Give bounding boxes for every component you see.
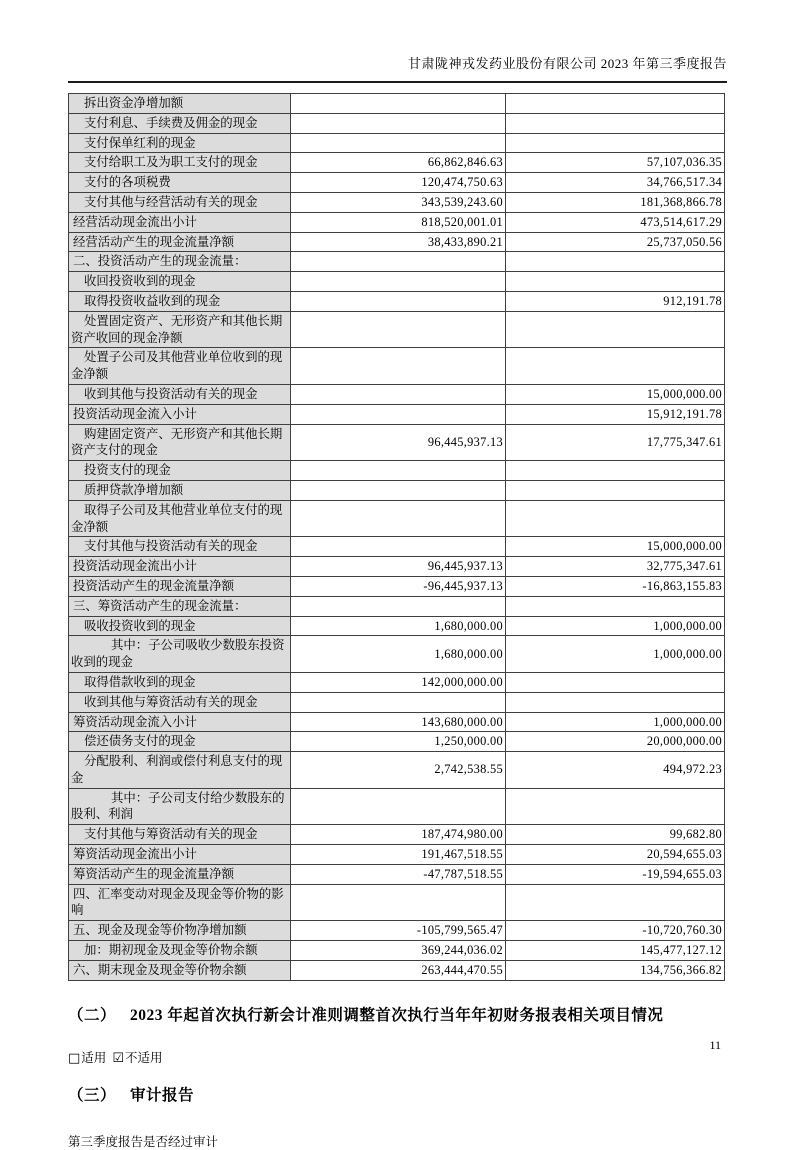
table-row: [69, 348, 725, 385]
table-row: [69, 672, 725, 692]
prior-period-amount-cell: 20,594,655.03: [506, 845, 725, 865]
table-row: [69, 192, 725, 212]
table-row: [69, 311, 725, 348]
section-3-title: 审计报告: [130, 1086, 195, 1104]
applicable-label: 适用: [81, 1050, 107, 1065]
row-label-cell: 质押贷款净增加额: [69, 480, 291, 500]
checkbox-checked-icon: ☑: [112, 1050, 124, 1066]
prior-period-amount-cell: -16,863,155.83: [506, 576, 725, 596]
prior-period-amount-cell: 1,000,000.00: [506, 636, 725, 673]
current-period-amount-cell: [291, 461, 506, 481]
current-period-amount-cell: [291, 252, 506, 272]
table-row: [69, 113, 725, 133]
row-label-cell: 支付保单红利的现金: [69, 133, 291, 153]
prior-period-amount-cell: 494,972.23: [506, 752, 725, 789]
checkbox-unchecked-icon: □: [68, 1050, 81, 1066]
row-label-cell: 其中：子公司支付给少数股东的股利、利润: [69, 788, 291, 825]
current-period-amount-cell: [291, 404, 506, 424]
cash-flow-table-body: [69, 94, 725, 981]
current-period-amount-cell: [291, 692, 506, 712]
current-period-amount-cell: -47,787,518.55: [291, 864, 506, 884]
current-period-amount-cell: 1,250,000.00: [291, 732, 506, 752]
table-row: [69, 557, 725, 577]
current-period-amount-cell: [291, 113, 506, 133]
table-row: [69, 537, 725, 557]
prior-period-amount-cell: [506, 272, 725, 292]
current-period-amount-cell: 369,244,036.02: [291, 941, 506, 961]
current-period-amount-cell: 263,444,470.55: [291, 960, 506, 980]
table-row: [69, 596, 725, 616]
current-period-amount-cell: [291, 500, 506, 537]
row-label-cell: 五、现金及现金等价物净增加额: [69, 921, 291, 941]
prior-period-amount-cell: [506, 596, 725, 616]
table-row: [69, 864, 725, 884]
row-label-cell: 筹资活动产生的现金流量净额: [69, 864, 291, 884]
prior-period-amount-cell: [506, 461, 725, 481]
prior-period-amount-cell: [506, 113, 725, 133]
table-row: [69, 272, 725, 292]
row-label-cell: 收到其他与筹资活动有关的现金: [69, 692, 291, 712]
prior-period-amount-cell: 99,682.80: [506, 825, 725, 845]
current-period-amount-cell: [291, 537, 506, 557]
prior-period-amount-cell: 912,191.78: [506, 291, 725, 311]
row-label-cell: 经营活动产生的现金流量净额: [69, 232, 291, 252]
current-period-amount-cell: [291, 291, 506, 311]
row-label-cell: 加：期初现金及现金等价物余额: [69, 941, 291, 961]
current-period-amount-cell: 187,474,980.00: [291, 825, 506, 845]
current-period-amount-cell: [291, 348, 506, 385]
prior-period-amount-cell: 57,107,036.35: [506, 153, 725, 173]
prior-period-amount-cell: [506, 884, 725, 921]
row-label-cell: 偿还债务支付的现金: [69, 732, 291, 752]
row-label-cell: 四、汇率变动对现金及现金等价物的影响: [69, 884, 291, 921]
table-row: [69, 636, 725, 673]
row-label-cell: 投资活动现金流出小计: [69, 557, 291, 577]
table-row: [69, 576, 725, 596]
section-heading-3: [68, 1086, 727, 1106]
prior-period-amount-cell: [506, 252, 725, 272]
row-label-cell: 投资活动现金流入小计: [69, 404, 291, 424]
table-row: [69, 884, 725, 921]
row-label-cell: 投资支付的现金: [69, 461, 291, 481]
current-period-amount-cell: [291, 133, 506, 153]
prior-period-amount-cell: 134,756,366.82: [506, 960, 725, 980]
row-label-cell: 收到其他与投资活动有关的现金: [69, 384, 291, 404]
row-label-cell: 分配股利、利润或偿付利息支付的现金: [69, 752, 291, 789]
audit-question: 第三季度报告是否经过审计: [68, 1134, 219, 1149]
table-row: [69, 232, 725, 252]
prior-period-amount-cell: [506, 480, 725, 500]
cash-flow-table: [68, 93, 725, 981]
applicability-line: [68, 1048, 727, 1066]
current-period-amount-cell: 96,445,937.13: [291, 557, 506, 577]
row-label-cell: 投资活动产生的现金流量净额: [69, 576, 291, 596]
table-row: [69, 788, 725, 825]
table-row: [69, 480, 725, 500]
prior-period-amount-cell: 473,514,617.29: [506, 212, 725, 232]
current-period-amount-cell: 120,474,750.63: [291, 173, 506, 193]
current-period-amount-cell: [291, 384, 506, 404]
applicable-option: [68, 1051, 106, 1065]
prior-period-amount-cell: 34,766,517.34: [506, 173, 725, 193]
prior-period-amount-cell: 20,000,000.00: [506, 732, 725, 752]
page-number: 11: [709, 1038, 721, 1052]
not-applicable-option: [112, 1051, 162, 1065]
row-label-cell: 筹资活动现金流出小计: [69, 845, 291, 865]
row-label-cell: 取得子公司及其他营业单位支付的现金净额: [69, 500, 291, 537]
row-label-cell: 其中：子公司吸收少数股东投资收到的现金: [69, 636, 291, 673]
section-2-number: （二）: [68, 1006, 117, 1024]
current-period-amount-cell: 191,467,518.55: [291, 845, 506, 865]
row-label-cell: 购建固定资产、无形资产和其他长期资产支付的现金: [69, 424, 291, 461]
prior-period-amount-cell: [506, 788, 725, 825]
current-period-amount-cell: -105,799,565.47: [291, 921, 506, 941]
row-label-cell: 二、投资活动产生的现金流量：: [69, 252, 291, 272]
prior-period-amount-cell: [506, 348, 725, 385]
current-period-amount-cell: 96,445,937.13: [291, 424, 506, 461]
current-period-amount-cell: 38,433,890.21: [291, 232, 506, 252]
current-period-amount-cell: 343,539,243.60: [291, 192, 506, 212]
table-row: [69, 252, 725, 272]
table-row: [69, 133, 725, 153]
row-label-cell: 处置子公司及其他营业单位收到的现金净额: [69, 348, 291, 385]
row-label-cell: 经营活动现金流出小计: [69, 212, 291, 232]
table-row: [69, 212, 725, 232]
prior-period-amount-cell: 15,912,191.78: [506, 404, 725, 424]
table-row: [69, 845, 725, 865]
table-row: [69, 921, 725, 941]
table-row: [69, 692, 725, 712]
prior-period-amount-cell: [506, 94, 725, 114]
prior-period-amount-cell: -19,594,655.03: [506, 864, 725, 884]
table-row: [69, 825, 725, 845]
row-label-cell: 处置固定资产、无形资产和其他长期资产收回的现金净额: [69, 311, 291, 348]
row-label-cell: 取得借款收到的现金: [69, 672, 291, 692]
table-row: [69, 153, 725, 173]
prior-period-amount-cell: 25,737,050.56: [506, 232, 725, 252]
prior-period-amount-cell: 15,000,000.00: [506, 384, 725, 404]
row-label-cell: 六、期末现金及现金等价物余额: [69, 960, 291, 980]
row-label-cell: 筹资活动现金流入小计: [69, 712, 291, 732]
prior-period-amount-cell: 17,775,347.61: [506, 424, 725, 461]
current-period-amount-cell: [291, 311, 506, 348]
prior-period-amount-cell: [506, 133, 725, 153]
current-period-amount-cell: 1,680,000.00: [291, 616, 506, 636]
row-label-cell: 三、筹资活动产生的现金流量：: [69, 596, 291, 616]
prior-period-amount-cell: 181,368,866.78: [506, 192, 725, 212]
section-heading-2: [68, 1006, 727, 1026]
row-label-cell: 拆出资金净增加额: [69, 94, 291, 114]
header-divider: [68, 81, 727, 83]
prior-period-amount-cell: 15,000,000.00: [506, 537, 725, 557]
prior-period-amount-cell: [506, 672, 725, 692]
table-row: [69, 404, 725, 424]
prior-period-amount-cell: [506, 692, 725, 712]
prior-period-amount-cell: 32,775,347.61: [506, 557, 725, 577]
current-period-amount-cell: 142,000,000.00: [291, 672, 506, 692]
row-label-cell: 吸收投资收到的现金: [69, 616, 291, 636]
current-period-amount-cell: 2,742,538.55: [291, 752, 506, 789]
not-applicable-label: 不适用: [124, 1050, 163, 1065]
table-row: [69, 424, 725, 461]
section-2-title: 2023 年起首次执行新会计准则调整首次执行当年年初财务报表相关项目情况: [130, 1006, 664, 1024]
table-row: [69, 94, 725, 114]
table-row: [69, 752, 725, 789]
prior-period-amount-cell: 1,000,000.00: [506, 616, 725, 636]
row-label-cell: 支付其他与经营活动有关的现金: [69, 192, 291, 212]
current-period-amount-cell: 818,520,001.01: [291, 212, 506, 232]
current-period-amount-cell: [291, 788, 506, 825]
current-period-amount-cell: [291, 94, 506, 114]
prior-period-amount-cell: -10,720,760.30: [506, 921, 725, 941]
table-row: [69, 732, 725, 752]
current-period-amount-cell: 66,862,846.63: [291, 153, 506, 173]
prior-period-amount-cell: 145,477,127.12: [506, 941, 725, 961]
current-period-amount-cell: [291, 884, 506, 921]
table-row: [69, 173, 725, 193]
page-header-title: 甘肃陇神戎发药业股份有限公司 2023 年第三季度报告: [407, 56, 727, 71]
row-label-cell: 取得投资收益收到的现金: [69, 291, 291, 311]
table-row: [69, 616, 725, 636]
table-row: [69, 960, 725, 980]
table-row: [69, 500, 725, 537]
table-row: [69, 291, 725, 311]
table-row: [69, 384, 725, 404]
current-period-amount-cell: [291, 272, 506, 292]
row-label-cell: 支付其他与投资活动有关的现金: [69, 537, 291, 557]
prior-period-amount-cell: 1,000,000.00: [506, 712, 725, 732]
prior-period-amount-cell: [506, 500, 725, 537]
row-label-cell: 支付给职工及为职工支付的现金: [69, 153, 291, 173]
row-label-cell: 支付的各项税费: [69, 173, 291, 193]
row-label-cell: 支付其他与筹资活动有关的现金: [69, 825, 291, 845]
section-3-number: （三）: [68, 1086, 117, 1104]
current-period-amount-cell: 143,680,000.00: [291, 712, 506, 732]
current-period-amount-cell: [291, 480, 506, 500]
current-period-amount-cell: [291, 596, 506, 616]
table-row: [69, 712, 725, 732]
table-row: [69, 461, 725, 481]
row-label-cell: 支付利息、手续费及佣金的现金: [69, 113, 291, 133]
table-row: [69, 941, 725, 961]
prior-period-amount-cell: [506, 311, 725, 348]
current-period-amount-cell: -96,445,937.13: [291, 576, 506, 596]
current-period-amount-cell: 1,680,000.00: [291, 636, 506, 673]
row-label-cell: 收回投资收到的现金: [69, 272, 291, 292]
